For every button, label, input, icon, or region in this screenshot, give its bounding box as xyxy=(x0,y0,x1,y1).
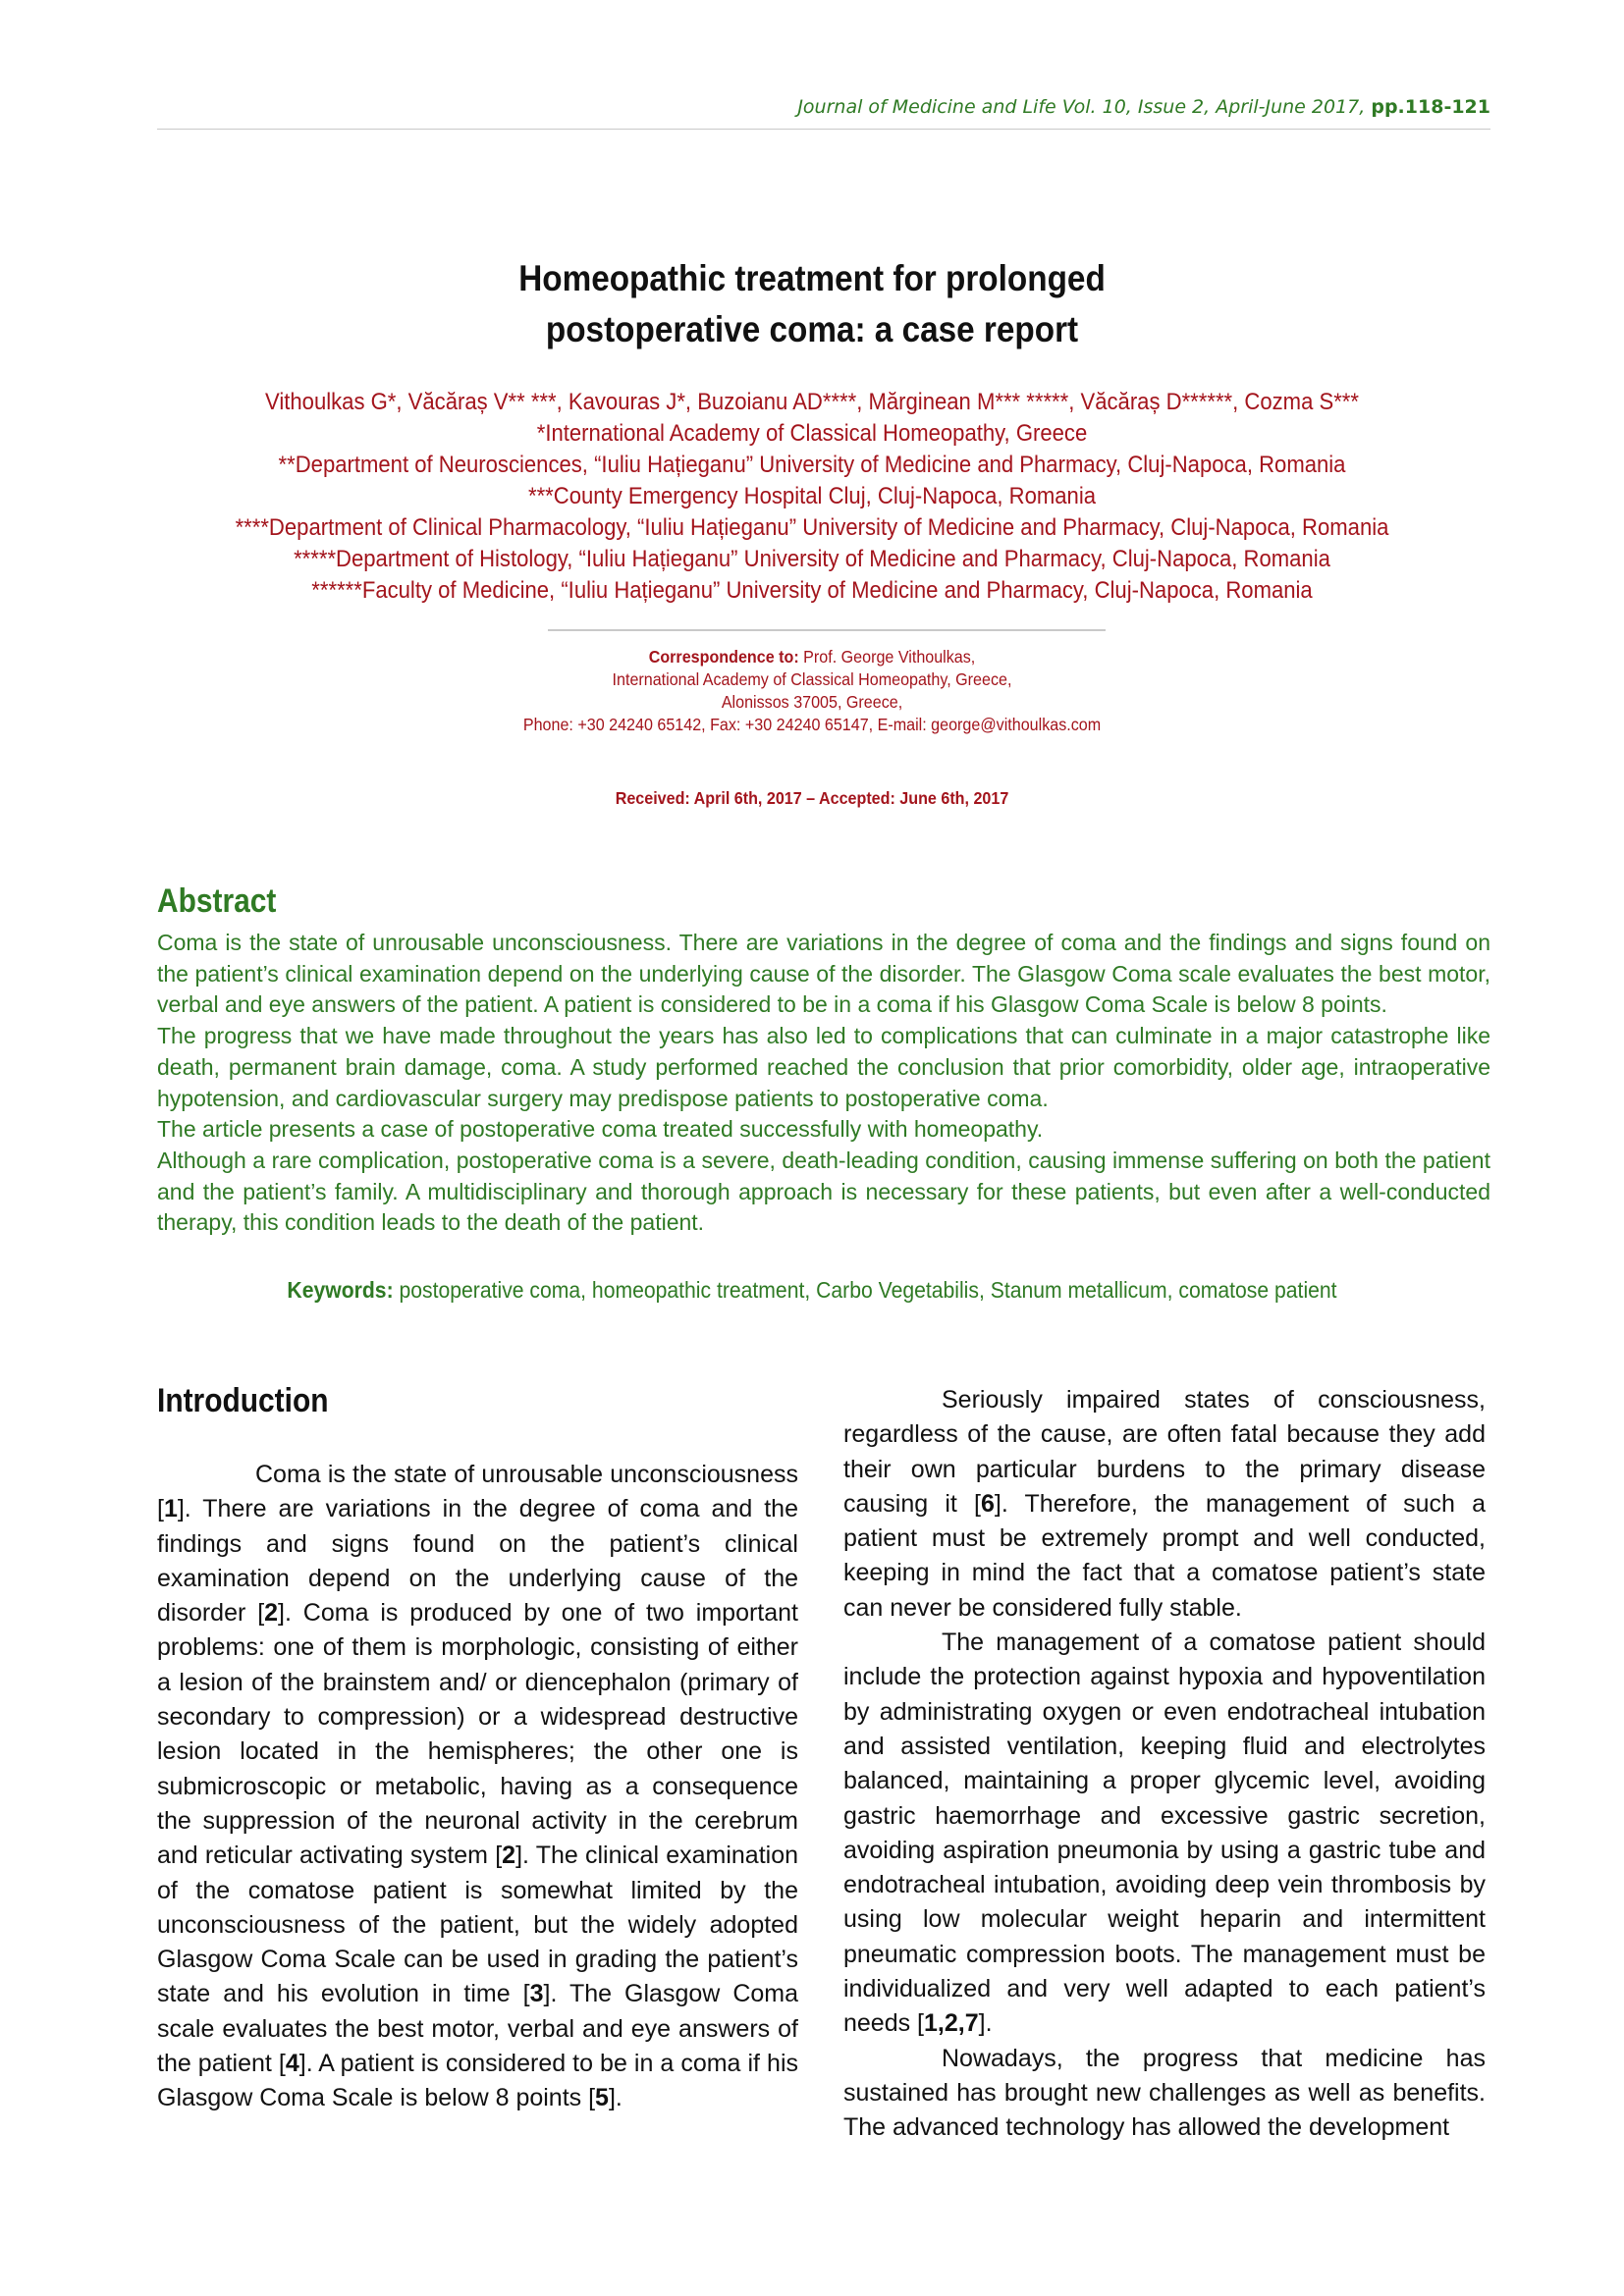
introduction-paragraph: Nowadays, the progress that medicine has sustained has brought new challenges as well as benefits. The advanced technology has allowed the development xyxy=(843,2044,1486,2142)
affiliation-divider xyxy=(548,629,1106,631)
author-block xyxy=(65,387,1559,607)
author-list: Vithoulkas G*, Văcăraș V** ***, Kavouras J*, Buzoianu AD****, Mărginean M*** *****, Văcăraș D******, Cozma S*** xyxy=(265,389,1359,415)
affiliation: **Department of Neurosciences, “Iuliu Hațieganu” University of Medicine and Pharmacy, Cluj-Napoca, Romania xyxy=(278,452,1346,478)
introduction-paragraph: Seriously impaired states of consciousness, regardless of the cause, are often fatal because they add their own particular burdens to the primary disease causing it [6]. Therefore, the management of such a patient must be extremely prompt and well conducted, keeping in mind the fact that a comatose patient’s state can never be considered fully stable. xyxy=(843,1386,1486,1622)
abstract-heading: Abstract xyxy=(157,882,277,920)
citation-ref: 1,2,7 xyxy=(924,2009,979,2038)
affiliation: ****Department of Clinical Pharmacology, “Iuliu Hațieganu” University of Medicine and Pharmacy, Cluj-Napoca, Romania xyxy=(235,514,1389,541)
citation-ref: 6 xyxy=(980,1489,995,1518)
keywords-label: Keywords: xyxy=(287,1277,394,1303)
citation-ref: 2 xyxy=(502,1842,516,1870)
correspondence-institution: International Academy of Classical Homeopathy, Greece, xyxy=(612,669,1012,689)
abstract-paragraph: The article presents a case of postoperative coma treated successfully with homeopathy. xyxy=(157,1116,1044,1143)
article-title xyxy=(81,253,1543,355)
correspondence-block xyxy=(65,646,1559,736)
journal-citation: Journal of Medicine and Life Vol. 10, Issue 2, April-June 2017, pp.118-121 xyxy=(797,96,1490,118)
correspondence-label: Correspondence to: xyxy=(648,647,799,667)
introduction-heading: Introduction xyxy=(157,1382,329,1419)
keywords xyxy=(65,1277,1559,1304)
citation-ref: 3 xyxy=(529,1980,544,2008)
abstract-paragraph: Coma is the state of unrousable unconsciousness. There are variations in the degree of coma and the findings and signs found on the patient’s clinical examination depend on the underlying cause of the disorder. The Glasgow Coma scale evaluates the best motor, verbal and eye answers of the patient. A patient is considered to be in a coma if his Glasgow Coma Scale is below 8 points. xyxy=(157,930,1490,1018)
abstract-paragraph: The progress that we have made throughout the years has also led to complications that can culminate in a major catastrophe like death, permanent brain damage, coma. A study performed reached the conclusion that prior comorbidity, older age, intraoperative hypotension, and cardiovascular surgery may predispose patients to postoperative coma. xyxy=(157,1023,1490,1111)
correspondence-address: Alonissos 37005, Greece, xyxy=(721,692,903,712)
correspondence-name: Prof. George Vithoulkas, xyxy=(803,647,976,667)
citation-ref: 1 xyxy=(163,1495,178,1523)
header-divider xyxy=(157,129,1490,130)
citation-ref: 4 xyxy=(285,2050,299,2078)
page-range: pp.118-121 xyxy=(1371,96,1490,118)
keywords-text: postoperative coma, homeopathic treatment, Carbo Vegetabilis, Stanum metallicum, comatose patient xyxy=(399,1277,1337,1303)
received-accepted-dates: Received: April 6th, 2017 – Accepted: June 6th, 2017 xyxy=(615,788,1009,808)
correspondence-contact: Phone: +30 24240 65142, Fax: +30 24240 65147, E-mail: george@vithoulkas.com xyxy=(522,715,1102,734)
citation-ref: 5 xyxy=(595,2084,609,2112)
affiliation: ***County Emergency Hospital Cluj, Cluj-Napoca, Romania xyxy=(527,483,1097,509)
citation-ref: 2 xyxy=(264,1599,279,1628)
introduction-paragraph: The management of a comatose patient should include the protection against hypoxia and hypoventilation by administrating oxygen or even endotracheal intubation and assisted ventilation, keeping fluid and electrolytes balanced, maintaining a proper glycemic level, avoiding gastric haemorrhage and excessive gastric secretion, avoiding aspiration pneumonia by using a gastric tube and endotracheal intubation, avoiding deep vein thrombosis by using low molecular weight heparin and intermittent pneumatic compression boots. The management must be individualized and very well adapted to each patient’s needs [1,2,7]. xyxy=(843,1629,1486,2038)
abstract-body xyxy=(157,928,1490,1239)
affiliation: ******Faculty of Medicine, “Iuliu Hațieganu” University of Medicine and Pharmacy, Cluj-Napoca, Romania xyxy=(311,577,1313,604)
introduction-left-column xyxy=(157,1458,798,2116)
affiliation: *International Academy of Classical Homeopathy, Greece xyxy=(536,420,1088,447)
introduction-right-column xyxy=(843,1383,1486,2146)
affiliation: *****Department of Histology, “Iuliu Hațieganu” University of Medicine and Pharmacy, Cluj-Napoca, Romania xyxy=(294,546,1330,572)
title-line-2: postoperative coma: a case report xyxy=(545,309,1079,349)
introduction-paragraph: Coma is the state of unrousable unconsciousness [1]. There are variations in the degree of coma and the findings and signs found on the patient’s clinical examination depend on the underlying cause of the disorder [2]. Coma is produced by one of two important problems: one of them is morphologic, consisting of either a lesion of the brainstem and/ or diencephalon (primary of secondary to compression) or a widespread destructive lesion located in the hemispheres; the other one is submicroscopic or metabolic, having as a consequence the suppression of the neuronal activity in the cerebrum and reticular activating system [2]. The clinical examination of the comatose patient is somewhat limited by the unconsciousness of the patient, but the widely adopted Glasgow Coma Scale can be used in grading the patient’s state and his evolution in time [3]. The Glasgow Coma scale evaluates the best motor, verbal and eye answers of the patient [4]. A patient is considered to be in a coma if his Glasgow Coma Scale is below 8 points [5]. xyxy=(157,1461,799,2112)
abstract-paragraph: Although a rare complication, postoperative coma is a severe, death-leading condition, causing immense suffering on both the patient and the patient’s family. A multidisciplinary and thorough approach is necessary for these patients, but even after a well-conducted therapy, this condition leads to the death of the patient. xyxy=(157,1147,1490,1236)
title-line-1: Homeopathic treatment for prolonged xyxy=(518,258,1106,298)
